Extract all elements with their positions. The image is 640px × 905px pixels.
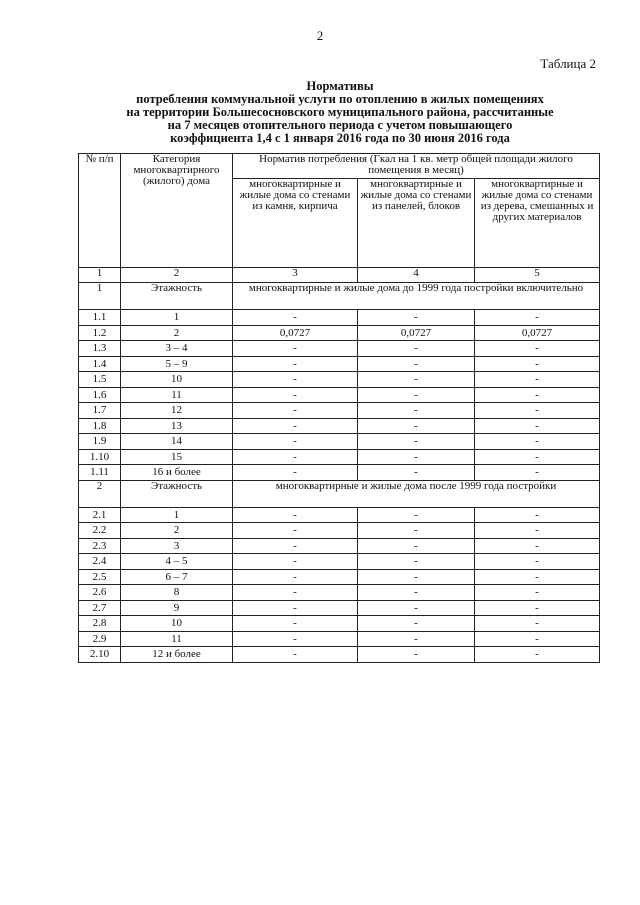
- row-number: 1.2: [79, 325, 121, 341]
- row-value-panel: -: [358, 647, 475, 663]
- header-row: [79, 154, 600, 179]
- heading-line-3: на территории Большесосновского муниципального района, рассчитанные: [126, 105, 554, 119]
- heading-line-2: потребления коммунальной услуги по отоплению в жилых помещениях: [136, 92, 544, 106]
- table-label: Таблица 2: [540, 56, 596, 71]
- row-number: 1.7: [79, 403, 121, 419]
- table-row: [79, 647, 600, 663]
- section-row: [79, 283, 600, 310]
- row-value-panel: -: [358, 403, 475, 419]
- table-row: [79, 585, 600, 601]
- row-value-wood: -: [475, 600, 600, 616]
- row-number: 1.8: [79, 418, 121, 434]
- table-row: [79, 507, 600, 523]
- row-category: 8: [121, 585, 233, 601]
- row-value-stone: -: [233, 418, 358, 434]
- heading-line-1: Нормативы: [306, 79, 374, 93]
- table-row: [79, 403, 600, 419]
- section-row: [79, 480, 600, 507]
- row-category: 6 – 7: [121, 569, 233, 585]
- row-value-stone: -: [233, 569, 358, 585]
- row-value-wood: -: [475, 418, 600, 434]
- table-row: [79, 538, 600, 554]
- row-category: 1: [121, 507, 233, 523]
- column-number: 1: [79, 268, 121, 283]
- row-value-stone: -: [233, 449, 358, 465]
- header-num: № п/п: [79, 154, 121, 268]
- row-value-stone: -: [233, 631, 358, 647]
- section-number: 1: [79, 283, 121, 310]
- row-category: 14: [121, 434, 233, 450]
- row-value-stone: -: [233, 585, 358, 601]
- header-norm: Норматив потребления (Гкал на 1 кв. метр общей площади жилого помещения в месяц): [233, 154, 600, 179]
- norms-table: [78, 153, 600, 663]
- row-value-panel: -: [358, 310, 475, 326]
- row-value-wood: 0,0727: [475, 325, 600, 341]
- table-row: [79, 569, 600, 585]
- section-description: многоквартирные и жилые дома после 1999 года постройки: [233, 480, 600, 507]
- row-number: 2.6: [79, 585, 121, 601]
- row-category: 11: [121, 387, 233, 403]
- row-value-panel: -: [358, 569, 475, 585]
- row-value-panel: -: [358, 631, 475, 647]
- section-number: 2: [79, 480, 121, 507]
- row-value-wood: -: [475, 569, 600, 585]
- row-value-wood: -: [475, 616, 600, 632]
- row-category: 5 – 9: [121, 356, 233, 372]
- row-number: 1.5: [79, 372, 121, 388]
- row-category: 16 и более: [121, 465, 233, 481]
- row-value-wood: -: [475, 434, 600, 450]
- header-category: Категория многоквартирного (жилого) дома: [121, 154, 233, 268]
- row-value-wood: -: [475, 585, 600, 601]
- header-col4: многоквартирные и жилые дома со стенами из панелей, блоков: [358, 179, 475, 268]
- column-number: 3: [233, 268, 358, 283]
- row-category: 2: [121, 325, 233, 341]
- row-value-panel: -: [358, 418, 475, 434]
- row-category: 12 и более: [121, 647, 233, 663]
- page-number: 2: [316, 28, 324, 43]
- row-number: 2.5: [79, 569, 121, 585]
- row-value-stone: -: [233, 403, 358, 419]
- row-value-wood: -: [475, 310, 600, 326]
- row-value-wood: -: [475, 538, 600, 554]
- row-value-panel: 0,0727: [358, 325, 475, 341]
- row-number: 1.9: [79, 434, 121, 450]
- row-number: 2.9: [79, 631, 121, 647]
- table-row: [79, 434, 600, 450]
- row-value-stone: -: [233, 554, 358, 570]
- row-category: 3 – 4: [121, 341, 233, 357]
- row-value-wood: -: [475, 465, 600, 481]
- section-description: многоквартирные и жилые дома до 1999 года постройки включительно: [233, 283, 600, 310]
- heading-line-4: на 7 месяцев отопительного периода с учетом повышающего: [167, 118, 513, 132]
- row-value-wood: -: [475, 403, 600, 419]
- table-row: [79, 418, 600, 434]
- table-row: [79, 356, 600, 372]
- row-value-wood: -: [475, 356, 600, 372]
- row-value-wood: -: [475, 507, 600, 523]
- row-category: 15: [121, 449, 233, 465]
- row-category: 1: [121, 310, 233, 326]
- row-category: 2: [121, 523, 233, 539]
- table-row: [79, 600, 600, 616]
- row-number: 1.11: [79, 465, 121, 481]
- row-value-stone: -: [233, 616, 358, 632]
- table-row: [79, 325, 600, 341]
- row-value-panel: -: [358, 554, 475, 570]
- row-value-panel: -: [358, 341, 475, 357]
- row-value-stone: -: [233, 372, 358, 388]
- heading-line-5: коэффициента 1,4 с 1 января 2016 года по 30 июня 2016 года: [170, 131, 510, 145]
- row-number: 1.6: [79, 387, 121, 403]
- row-value-panel: -: [358, 387, 475, 403]
- row-number: 1.4: [79, 356, 121, 372]
- row-number: 1.3: [79, 341, 121, 357]
- row-category: 10: [121, 616, 233, 632]
- row-number: 2.10: [79, 647, 121, 663]
- row-value-stone: -: [233, 523, 358, 539]
- row-value-panel: -: [358, 538, 475, 554]
- row-value-stone: -: [233, 310, 358, 326]
- row-value-stone: -: [233, 341, 358, 357]
- row-value-stone: -: [233, 600, 358, 616]
- section-category: Этажность: [121, 283, 233, 310]
- row-value-wood: -: [475, 554, 600, 570]
- column-number: 2: [121, 268, 233, 283]
- row-value-stone: -: [233, 538, 358, 554]
- document-heading: [60, 80, 620, 145]
- row-value-panel: -: [358, 449, 475, 465]
- row-category: 4 – 5: [121, 554, 233, 570]
- column-number-row: [79, 268, 600, 283]
- header-col5: многоквартирные и жилые дома со стенами из дерева, смешанных и других материалов: [475, 179, 600, 268]
- table-row: [79, 616, 600, 632]
- row-value-stone: -: [233, 465, 358, 481]
- row-category: 3: [121, 538, 233, 554]
- row-category: 9: [121, 600, 233, 616]
- table-row: [79, 554, 600, 570]
- row-value-panel: -: [358, 507, 475, 523]
- header-col3: многоквартирные и жилые дома со стенами из камня, кирпича: [233, 179, 358, 268]
- table-row: [79, 387, 600, 403]
- row-value-wood: -: [475, 647, 600, 663]
- row-value-panel: -: [358, 523, 475, 539]
- row-category: 12: [121, 403, 233, 419]
- row-value-panel: -: [358, 465, 475, 481]
- row-number: 2.8: [79, 616, 121, 632]
- row-value-panel: -: [358, 434, 475, 450]
- row-value-stone: -: [233, 434, 358, 450]
- row-value-stone: -: [233, 647, 358, 663]
- row-value-stone: 0,0727: [233, 325, 358, 341]
- row-number: 1.1: [79, 310, 121, 326]
- row-value-wood: -: [475, 387, 600, 403]
- row-value-wood: -: [475, 372, 600, 388]
- row-number: 2.1: [79, 507, 121, 523]
- row-value-panel: -: [358, 600, 475, 616]
- table-row: [79, 631, 600, 647]
- table-row: [79, 341, 600, 357]
- row-value-stone: -: [233, 507, 358, 523]
- row-value-panel: -: [358, 616, 475, 632]
- table-row: [79, 449, 600, 465]
- row-number: 2.3: [79, 538, 121, 554]
- row-value-wood: -: [475, 523, 600, 539]
- row-value-panel: -: [358, 372, 475, 388]
- row-value-panel: -: [358, 356, 475, 372]
- table-row: [79, 372, 600, 388]
- row-category: 10: [121, 372, 233, 388]
- row-category: 13: [121, 418, 233, 434]
- row-category: 11: [121, 631, 233, 647]
- table-row: [79, 465, 600, 481]
- row-value-panel: -: [358, 585, 475, 601]
- row-value-stone: -: [233, 356, 358, 372]
- row-number: 2.4: [79, 554, 121, 570]
- table-row: [79, 310, 600, 326]
- row-number: 1.10: [79, 449, 121, 465]
- column-number: 5: [475, 268, 600, 283]
- row-value-wood: -: [475, 631, 600, 647]
- section-category: Этажность: [121, 480, 233, 507]
- row-number: 2.2: [79, 523, 121, 539]
- row-value-wood: -: [475, 449, 600, 465]
- row-number: 2.7: [79, 600, 121, 616]
- row-value-stone: -: [233, 387, 358, 403]
- row-value-wood: -: [475, 341, 600, 357]
- column-number: 4: [358, 268, 475, 283]
- table-row: [79, 523, 600, 539]
